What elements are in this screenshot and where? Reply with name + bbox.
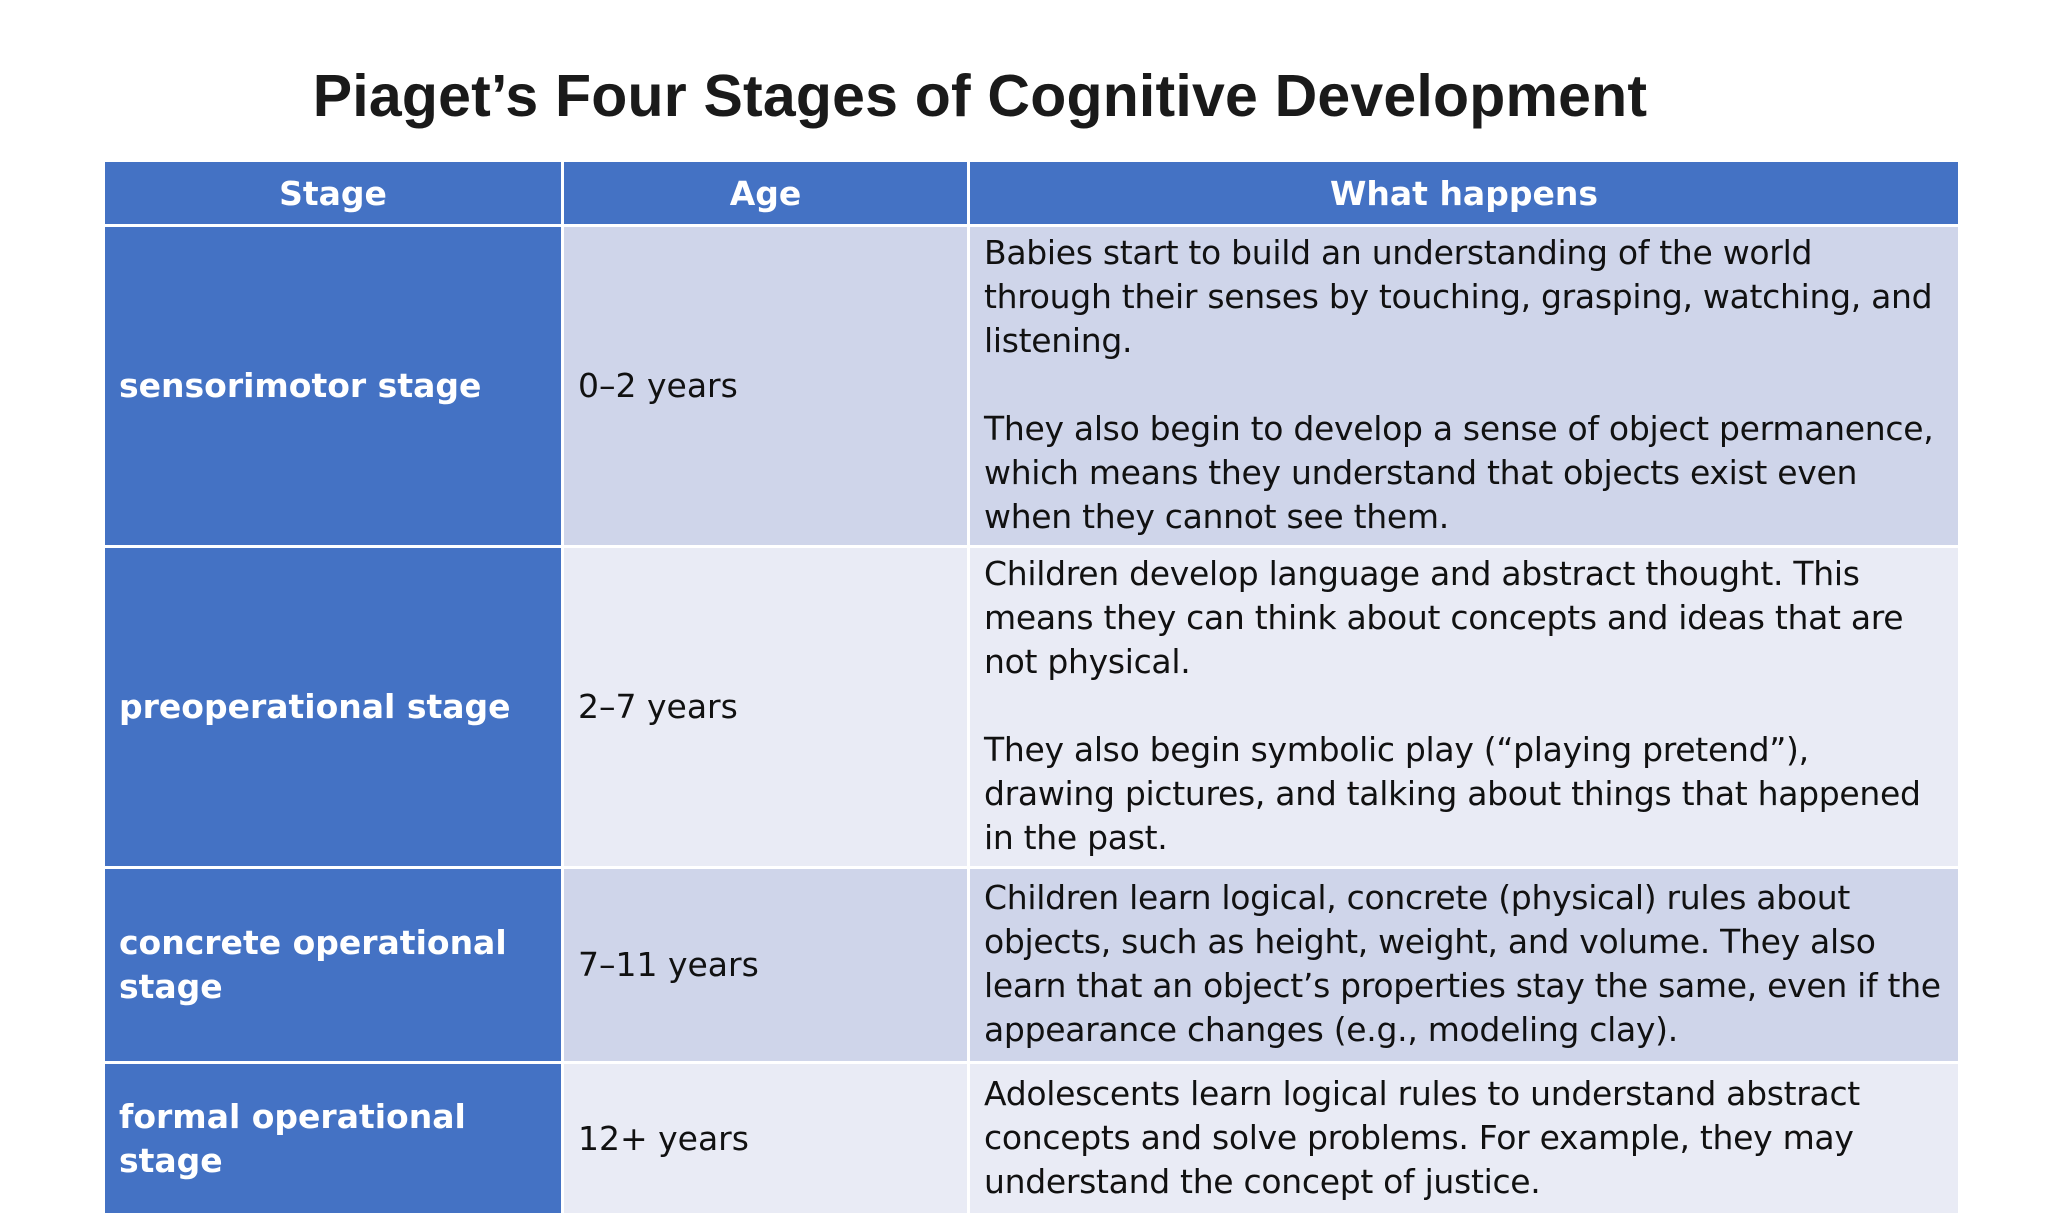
age-cell: 12+ years — [563, 1063, 969, 1215]
what-happens-paragraph: They also begin symbolic play (“playing pretend”), drawing pictures, and talking about things that happened in the past. — [984, 730, 1921, 857]
what-happens-cell — [969, 547, 1960, 868]
what-happens-cell — [969, 226, 1960, 547]
slide-title: Piaget’s Four Stages of Cognitive Development — [312, 63, 1648, 129]
what-happens-cell — [969, 1063, 1960, 1215]
what-happens-paragraph: Adolescents learn logical rules to understand abstract concepts and solve problems. For example, they may understand the concept of justice. — [984, 1073, 1860, 1201]
what-happens-cell — [969, 868, 1960, 1063]
stage-cell: sensorimotor stage — [104, 226, 563, 547]
table-row-concrete-operational — [104, 868, 1960, 1063]
table-row-preoperational — [104, 547, 1960, 868]
age-cell: 7–11 years — [563, 868, 969, 1063]
paragraph-spacer — [984, 684, 1944, 728]
table-row-sensorimotor — [104, 226, 1960, 547]
age-cell: 0–2 years — [563, 226, 969, 547]
what-happens-paragraph: Children develop language and abstract thought. This means they can think about concepts and ideas that are not physical. — [984, 554, 1904, 681]
stage-cell: concrete operational stage — [104, 868, 563, 1063]
column-header-age: Age — [563, 161, 969, 226]
what-happens-paragraph: Children learn logical, concrete (physical) rules about objects, such as height, weight, and volume. They also learn that an object’s properties stay the same, even if the appearance changes (e.g., modeling clay). — [984, 878, 1941, 1049]
stage-cell: formal operational stage — [104, 1063, 563, 1215]
column-header-what-happens: What happens — [969, 161, 1960, 226]
stage-cell: preoperational stage — [104, 547, 563, 868]
what-happens-paragraph: They also begin to develop a sense of object permanence, which means they understand that objects exist even when they cannot see them. — [984, 409, 1934, 536]
column-header-stage: Stage — [104, 161, 563, 226]
paragraph-spacer — [984, 363, 1944, 407]
stages-table — [102, 159, 1961, 1216]
what-happens-paragraph: Babies start to build an understanding of the world through their senses by touching, grasping, watching, and listening. — [984, 233, 1933, 360]
age-cell: 2–7 years — [563, 547, 969, 868]
table-row-formal-operational — [104, 1063, 1960, 1215]
table-header-row — [104, 161, 1960, 226]
